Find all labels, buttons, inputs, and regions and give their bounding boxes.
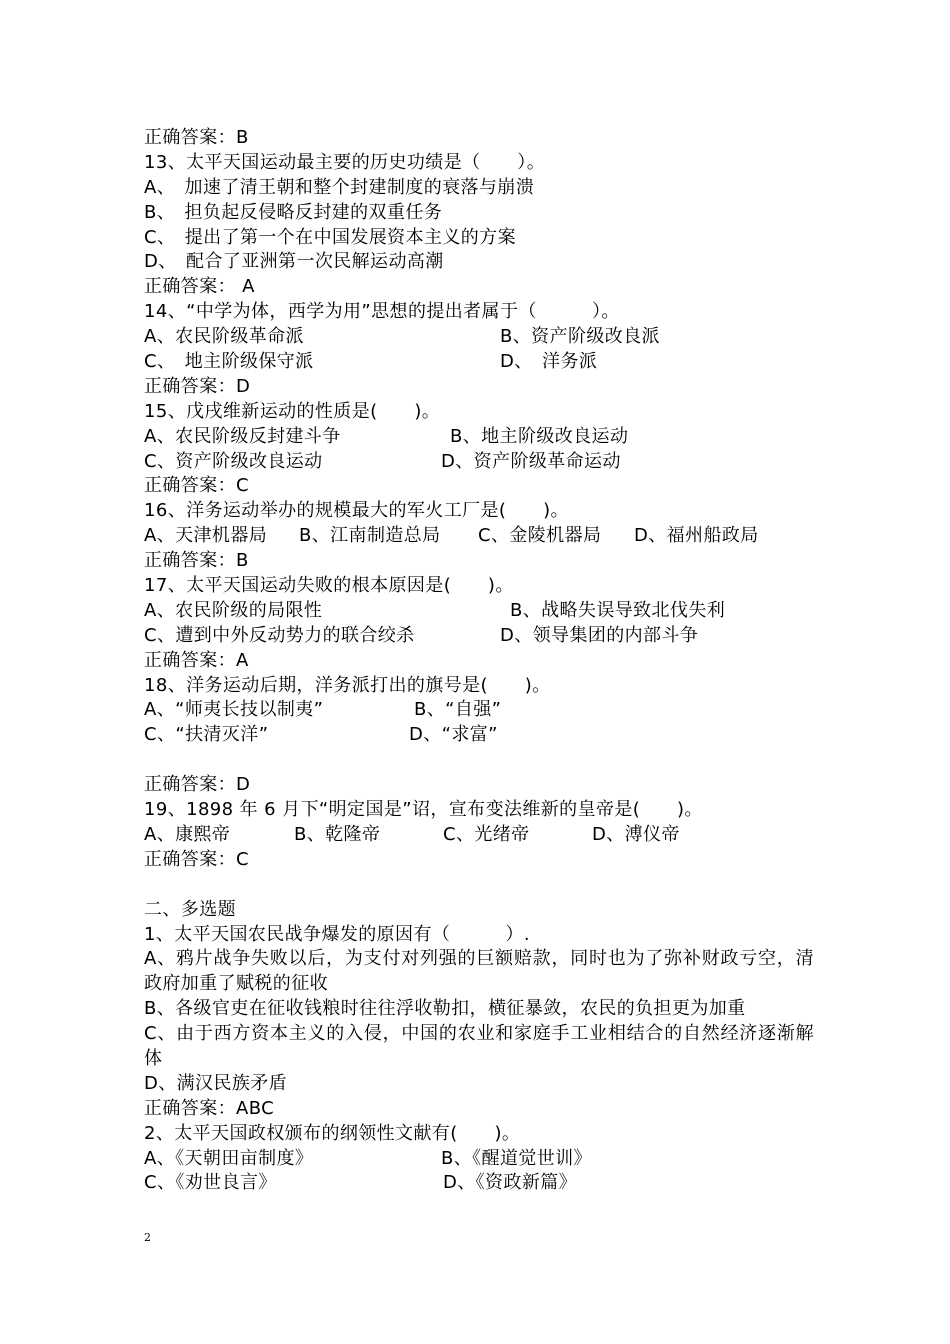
blank-line	[144, 873, 814, 898]
multi-option-1-a: A、鸦片战争失败以后，为支付对列强的巨额赔款，同时也为了弥补财政亏空，清政府加重了赋税的征收	[144, 948, 814, 995]
question-17: 17、太平天国运动失败的根本原因是( )。	[144, 575, 514, 597]
option-19-a: A、康熙帝	[144, 823, 231, 845]
option-14-a: A、农民阶级革命派	[144, 326, 304, 348]
option-14-b: B、资产阶级改良派	[500, 326, 660, 348]
option-19-d: D、溥仪帝	[592, 823, 680, 845]
option-17-a: A、农民阶级的局限性	[144, 599, 323, 621]
blank-line	[144, 748, 814, 773]
options-row-17-ab	[144, 599, 814, 624]
multi-options-row-2-ab	[144, 1147, 814, 1172]
option-15-b: B、地主阶级改良运动	[450, 425, 629, 447]
option-17-d: D、领导集团的内部斗争	[500, 624, 699, 646]
multi-question-1: 1、太平天国农民战争爆发的原因有（ ）.	[144, 923, 530, 945]
question-15: 15、戊戌维新运动的性质是( )。	[144, 400, 441, 422]
answer-13: 正确答案： A	[144, 276, 255, 298]
option-15-c: C、资产阶级改良运动	[144, 450, 323, 472]
question-19: 19、1898 年 6 月下“明定国是”诏，宣布变法维新的皇帝是( )。	[144, 799, 703, 821]
section-heading-multi-choice: 二、多选题	[144, 898, 236, 920]
multi-option-2-c: C、《劝世良言》	[144, 1172, 277, 1194]
option-17-c: C、遭到中外反动势力的联合绞杀	[144, 624, 415, 646]
option-15-d: D、资产阶级革命运动	[441, 450, 621, 472]
options-row-18-ab	[144, 698, 814, 723]
options-row-14-cd	[144, 350, 814, 375]
option-16-a: A、天津机器局	[144, 525, 268, 547]
option-13-a: A、 加速了清王朝和整个封建制度的衰落与崩溃	[144, 176, 535, 198]
multi-option-1-d: D、满汉民族矛盾	[144, 1072, 288, 1094]
multi-option-1-c: C、由于西方资本主义的入侵，中国的农业和家庭手工业相结合的自然经济逐渐解体	[144, 1023, 814, 1070]
multi-question-2: 2、太平天国政权颁布的纲领性文献有( )。	[144, 1122, 521, 1144]
page-number: 2	[144, 1231, 151, 1244]
options-row-18-cd	[144, 723, 814, 748]
option-15-a: A、农民阶级反封建斗争	[144, 425, 341, 447]
multi-option-2-a: A、《天朝田亩制度》	[144, 1147, 314, 1169]
option-14-d: D、 洋务派	[500, 351, 598, 373]
page-content	[144, 126, 814, 1196]
answer-14: 正确答案：D	[144, 375, 251, 397]
option-14-c: C、 地主阶级保守派	[144, 351, 314, 373]
options-row-19	[144, 823, 814, 848]
multi-options-row-2-cd	[144, 1171, 814, 1196]
option-13-c: C、 提出了第一个在中国发展资本主义的方案	[144, 226, 516, 248]
answer-18: 正确答案：D	[144, 774, 251, 796]
option-16-d: D、福州船政局	[634, 525, 759, 547]
multi-answer-1: 正确答案：ABC	[144, 1097, 275, 1119]
multi-option-1-b: B、各级官吏在征收钱粮时往往浮收勒扣，横征暴敛，农民的负担更为加重	[144, 998, 746, 1020]
answer-19: 正确答案：C	[144, 848, 249, 870]
options-row-16	[144, 524, 814, 549]
answer-15: 正确答案：C	[144, 475, 249, 497]
option-19-c: C、光绪帝	[443, 823, 530, 845]
options-row-14-ab	[144, 325, 814, 350]
option-18-a: A、“师夷长技以制夷”	[144, 699, 324, 721]
question-13: 13、太平天国运动最主要的历史功绩是（ ）。	[144, 151, 546, 173]
answer-12: 正确答案：B	[144, 127, 249, 148]
option-19-b: B、乾隆帝	[294, 823, 381, 845]
options-row-15-cd	[144, 450, 814, 475]
option-13-d: D、 配合了亚洲第一次民解运动高潮	[144, 251, 444, 273]
answer-17: 正确答案：A	[144, 649, 249, 671]
option-13-b: B、 担负起反侵略反封建的双重任务	[144, 201, 443, 223]
question-18: 18、洋务运动后期，洋务派打出的旗号是( )。	[144, 674, 551, 696]
option-16-b: B、江南制造总局	[299, 525, 441, 547]
options-row-15-ab	[144, 425, 814, 450]
question-14: 14、“中学为体，西学为用”思想的提出者属于（ ）。	[144, 301, 620, 323]
multi-option-2-b: B、《醒道觉世训》	[441, 1147, 592, 1169]
option-18-c: C、“扶清灭洋”	[144, 724, 269, 746]
answer-16: 正确答案：B	[144, 550, 249, 572]
multi-option-2-d: D、《资政新篇》	[443, 1172, 578, 1194]
question-16: 16、洋务运动举办的规模最大的军火工厂是( )。	[144, 500, 569, 522]
option-17-b: B、战略失误导致北伐失利	[510, 599, 726, 621]
options-row-17-cd	[144, 624, 814, 649]
option-16-c: C、金陵机器局	[478, 525, 602, 547]
option-18-b: B、“自强”	[414, 699, 502, 721]
option-18-d: D、“求富”	[409, 724, 498, 746]
